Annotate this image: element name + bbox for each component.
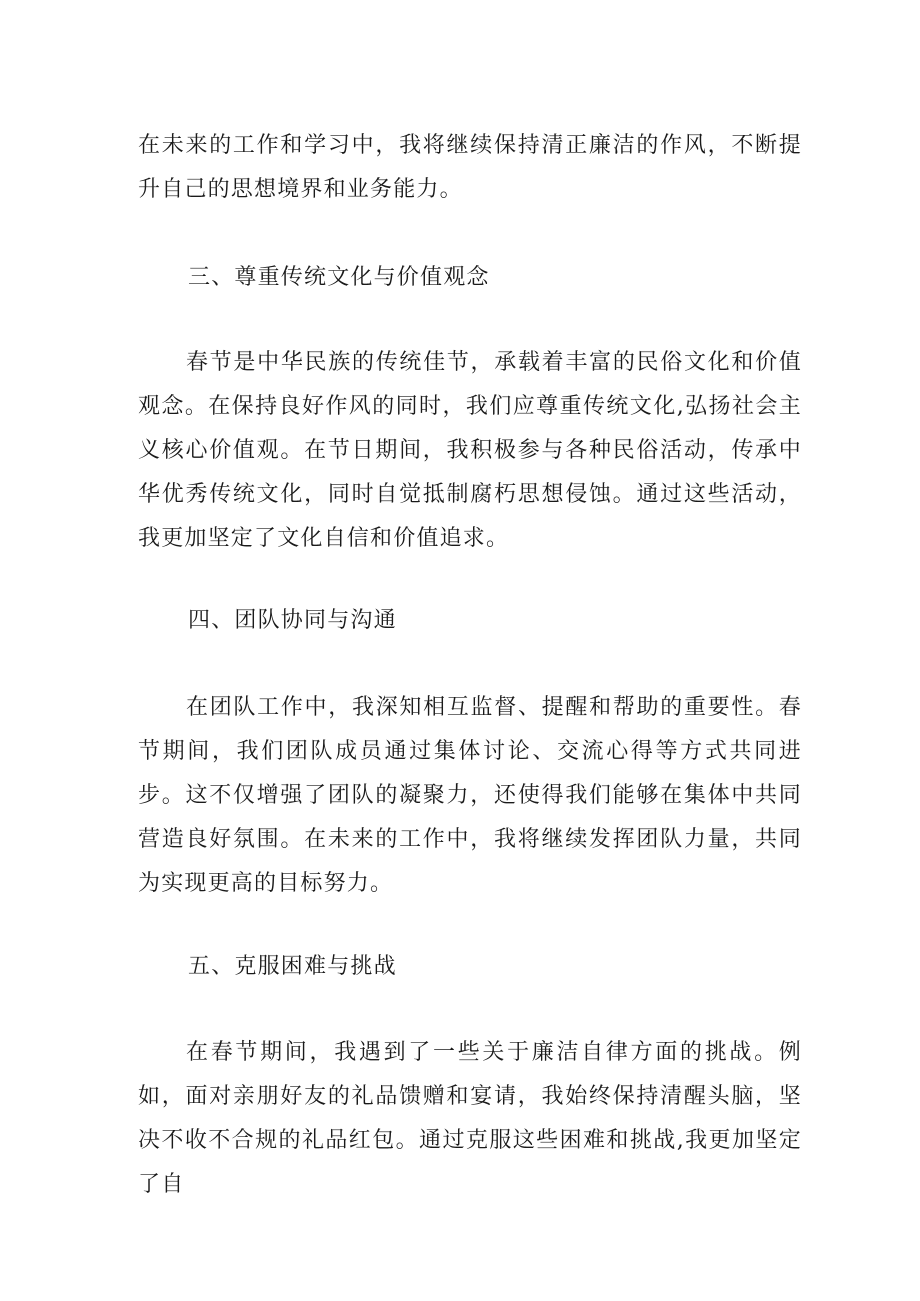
section-heading-3: 三、尊重传统文化与价值观念 <box>188 265 490 290</box>
paragraph-continuation: 在未来的工作和学习中，我将继续保持清正廉洁的作风，不断提升自己的思想境界和业务能力。 <box>138 133 802 202</box>
paragraph-team-collaboration: 在团队工作中，我深知相互监督、提醒和帮助的重要性。春节期间，我们团队成员通过集体讨论、交流心得等方式共同进步。这不仅增强了团队的凝聚力，还使得我们能够在集体中共同营造良好氛围。在未来的工作中，我将继续发挥团队力量，共同为实现更高的目标努力。 <box>138 695 802 896</box>
paragraph-overcoming-challenges: 在春节期间，我遇到了一些关于廉洁自律方面的挑战。例如，面对亲朋好友的礼品馈赠和宴请，我始终保持清醒头脑，坚决不收不合规的礼品红包。通过克服这些困难和挑战,我更加坚定了自 <box>138 1040 802 1197</box>
section-heading-5: 五、克服困难与挑战 <box>188 954 397 979</box>
section-heading-4: 四、团队协同与沟通 <box>188 608 397 633</box>
paragraph-traditional-culture: 春节是中华民族的传统佳节，承载着丰富的民俗文化和价值观念。在保持良好作风的同时，我们应尊重传统文化,弘扬社会主义核心价值观。在节日期间，我积极参与各种民俗活动，传承中华优秀传统文化，同时自觉抵制腐朽思想侵蚀。通过这些活动，我更加坚定了文化自信和价值追求。 <box>138 350 802 551</box>
